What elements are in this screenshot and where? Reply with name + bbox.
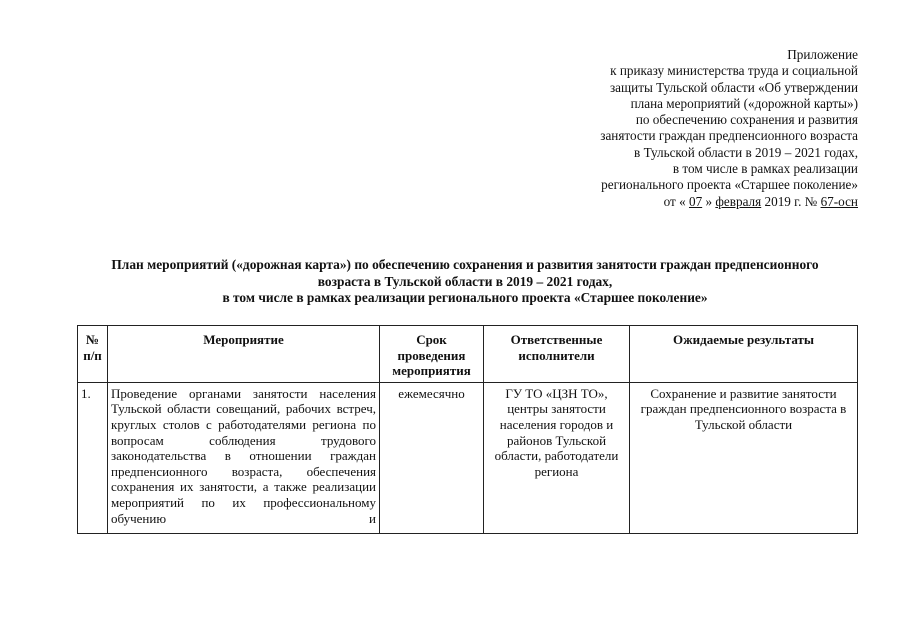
header-term: Срок проведения мероприятия [380,326,484,383]
order-number: 67-осн [820,193,858,209]
cell-event: Проведение органами занятости населения Тульской области совещаний, рабочих встреч, круглых столов с работодателями региона по вопросам соблюдения трудового законодательства в отношении граждан предпенсионного возраста, обеспечения сохранения их занятости, а также реализации мероприятий по их профессиональному обучению и [108,382,380,533]
title-line: возраста в Тульской области в 2019 – 2021 годах, [317,273,613,289]
plan-table [77,325,858,534]
appendix-line: плана мероприятий («дорожной карты») [630,95,858,111]
appendix-line: занятости граждан предпенсионного возраста [600,128,858,144]
document-title [50,257,880,307]
date-month: февраля [715,193,762,209]
appendix-line: в том числе в рамках реализации [672,161,858,177]
cell-num: 1. [78,382,108,533]
date-prefix: от « [663,193,689,209]
header-responsible: Ответственные исполнители [484,326,630,383]
title-line: в том числе в рамках реализации регионального проекта «Старшее поколение» [222,290,708,305]
appendix-line: регионального проекта «Старшее поколение» [601,177,858,193]
appendix-block [518,47,858,210]
appendix-line: Приложение [787,47,858,62]
header-result: Ожидаемые результаты [630,326,858,383]
cell-responsible: ГУ ТО «ЦЗН ТО», центры занятости населения городов и районов Тульской области, работодатели региона [484,382,630,533]
cell-term: ежемесячно [380,382,484,533]
appendix-line: к приказу министерства труда и социальной [610,63,858,79]
cell-result: Сохранение и развитие занятости граждан предпенсионного возраста в Тульской области [630,382,858,533]
date-year: 2019 г. № [761,193,821,209]
appendix-line: защиты Тульской области «Об утверждении [609,79,858,95]
appendix-line: по обеспечению сохранения и развития [635,112,858,128]
appendix-date-line [518,194,858,210]
date-day: 07 [688,193,703,209]
date-mid: » [702,193,716,209]
table-row [78,382,858,533]
appendix-line: в Тульской области в 2019 – 2021 годах, [634,144,858,160]
header-event: Мероприятие [108,326,380,383]
title-line: План мероприятий («дорожная карта») по обеспечению сохранения и развития занятости граждан предпенсионного [111,257,819,272]
table-header-row [78,326,858,383]
header-num: № п/п [78,326,108,383]
